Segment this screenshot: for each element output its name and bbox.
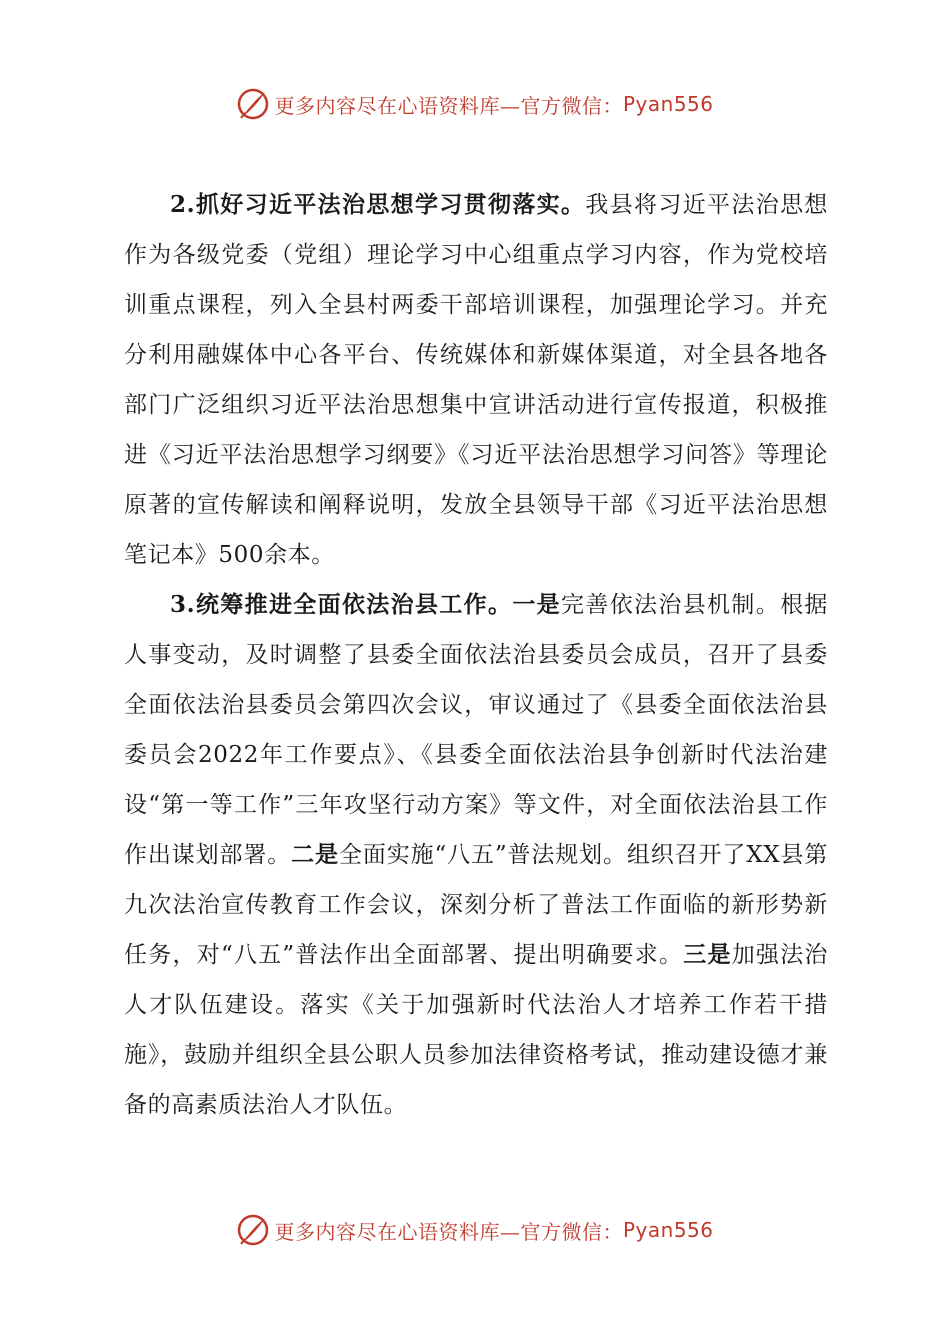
document-body [124,180,828,1130]
paragraph-2 [124,580,828,1130]
paragraph-1 [124,180,828,580]
watermark-text: 更多内容尽在心语资料库—官方微信： [274,1219,623,1244]
watermark-text: 更多内容尽在心语资料库—官方微信： [274,93,623,118]
footer-watermark [0,1210,950,1250]
header-watermark [0,84,950,124]
item-3-text: 加强法治人才队伍建设。落实《关于加强新时代法治人才培养工作若干措施》，鼓励并组织全县公职人员参加法律资格考试，推动建设德才兼备的高素质法治人才队伍。 [124,942,828,1118]
item-1-text: 完善依法治县机制。根据人事变动，及时调整了县委全面依法治县委员会成员，召开了县委全面依法治县委员会第四次会议，审议通过了《县委全面依法治县委员会2022年工作要点》、《县委全面依法治县争创新时代法治建设“第一等工作”三年攻坚行动方案》等文件，对全面依法治县工作作出谋划部署。 [124,592,829,868]
item-3-lead: 三是 [683,941,732,968]
paragraph-1-text: 我县将习近平法治思想作为各级党委（党组）理论学习中心组重点学习内容，作为党校培训重点课程，列入全县村两委干部培训课程，加强理论学习。并充分利用融媒体中心各平台、传统媒体和新媒体渠道，对全县各地各部门广泛组织习近平法治思想集中宣讲活动进行宣传报道，积极推进《习近平法治思想学习纲要》《习近平法治思想学习问答》等理论原著的宣传解读和阐释说明，发放全县领导干部《习近平法治思想笔记本》500余本。 [124,192,829,568]
item-2-text: 全面实施“八五”普法规划。组织召开了XX县第九次法治宣传教育工作会议，深刻分析了普法工作面临的新形势新任务，对“八五”普法作出全面部署、提出明确要求。 [124,842,829,968]
paragraph-1-heading: 2.抓好习近平法治思想学习贯彻落实。 [170,191,586,218]
item-1-lead: 一是 [512,591,562,618]
watermark-wechat-id: Pyan556 [622,92,714,116]
paragraph-2-heading: 3.统筹推进全面依法治县工作。 [170,591,513,618]
watermark-wechat-id: Pyan556 [622,1218,714,1242]
item-2-lead: 二是 [291,841,339,868]
quill-logo-icon [236,1213,270,1247]
quill-logo-icon [236,87,270,121]
